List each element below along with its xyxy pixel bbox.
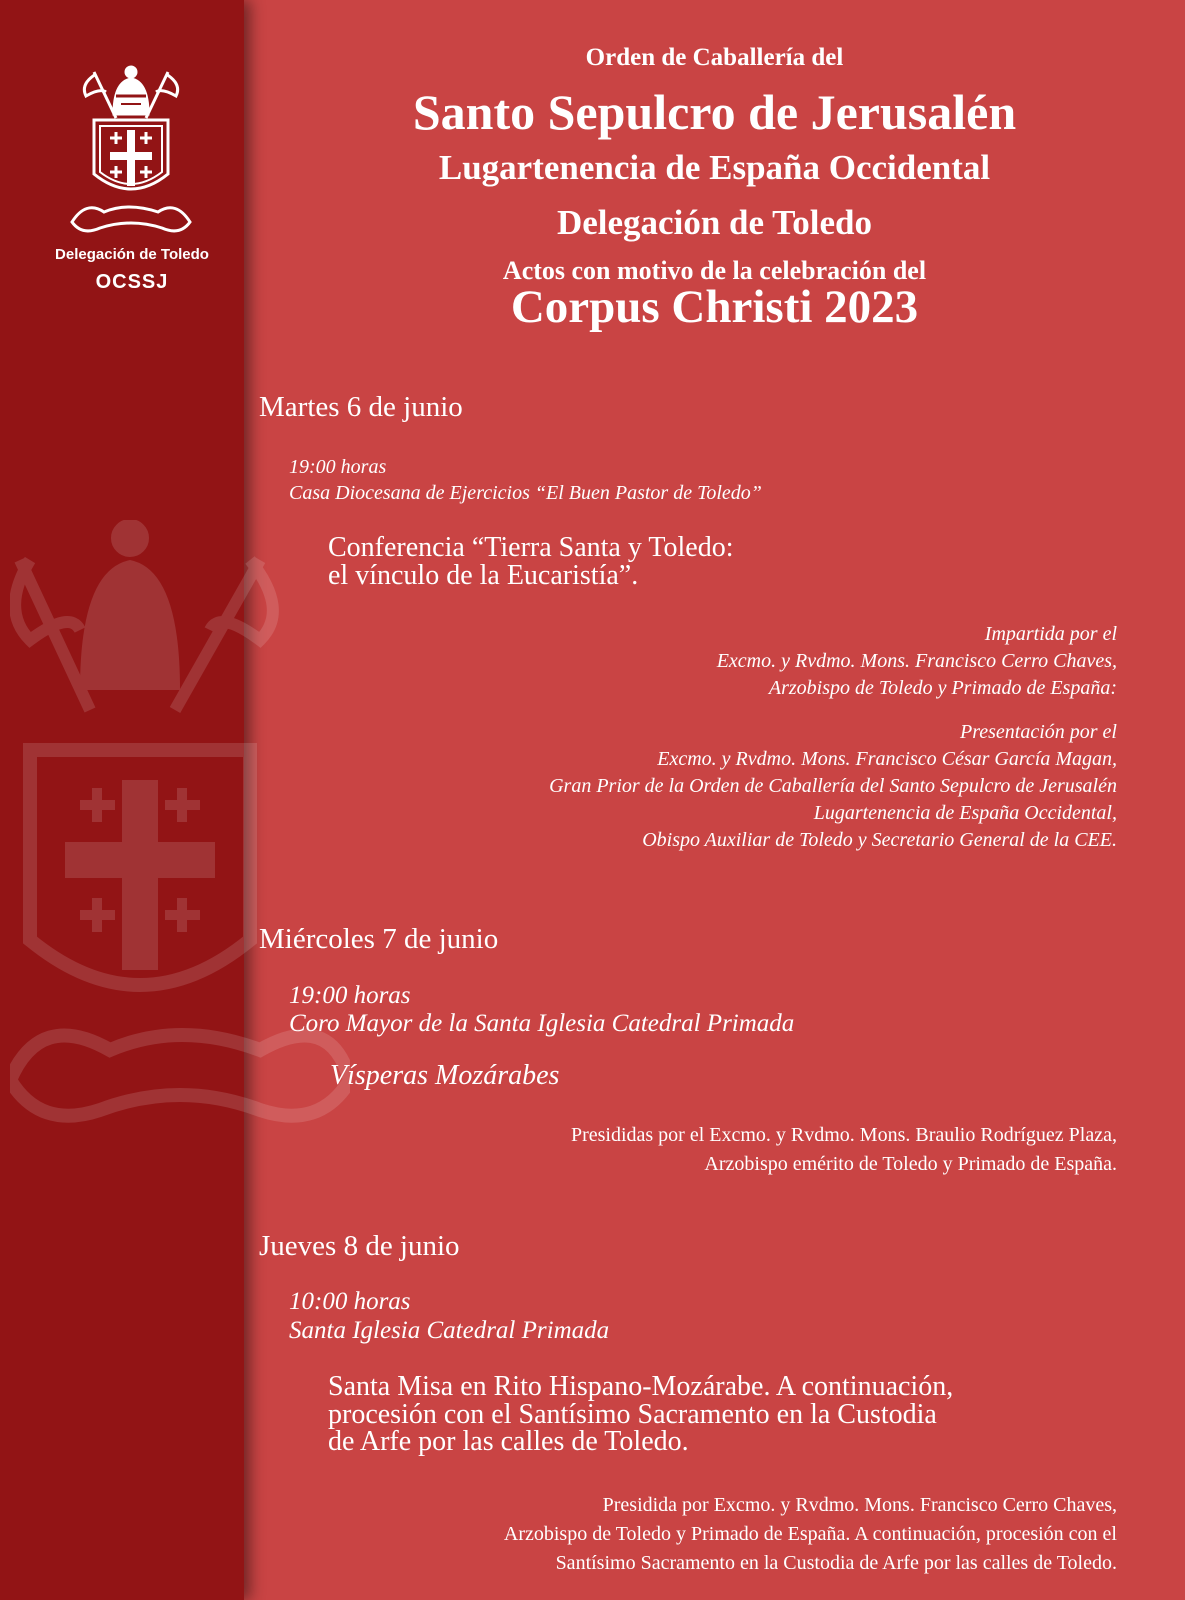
day-3-presided-line: Presidida por Excmo. y Rvdmo. Mons. Francisco Cerro Chaves, (602, 1494, 1117, 1516)
acronym-label: OCSSJ (95, 271, 169, 293)
day-3-presided-line: Santísimo Sacramento en la Custodia de Arfe por las calles de Toledo. (555, 1552, 1117, 1574)
day-3-date: Jueves 8 de junio (259, 1230, 460, 1262)
day-1-imparted-line: Arzobispo de Toledo y Primado de España: (768, 677, 1117, 699)
day-1-presented-line: Obispo Auxiliar de Toledo y Secretario General de la CEE. (642, 829, 1117, 851)
day-3-event-line: de Arfe por las calles de Toledo. (328, 1426, 689, 1458)
day-1-imparted-by (717, 621, 1117, 702)
day-1-presented-line: Gran Prior de la Orden de Caballería del Santo Sepulcro de Jerusalén (549, 775, 1117, 797)
day-1-event (328, 534, 733, 590)
header-event-title: Corpus Christi 2023 (510, 281, 919, 333)
day-1-imparted-line: Impartida por el (984, 623, 1117, 645)
day-3-time: 10:00 horas (289, 1288, 411, 1315)
day-1-presented-line: Lugartenencia de España Occidental, (813, 802, 1117, 824)
coat-of-arms-watermark-icon (10, 520, 350, 1140)
day-2-presided-by (571, 1121, 1117, 1179)
day-3-event-line: procesión con el Santísimo Sacramento en la Custodia (328, 1398, 937, 1430)
day-3-presided-by (504, 1491, 1117, 1578)
day-2-date: Miércoles 7 de junio (259, 923, 499, 955)
day-2-event: Vísperas Mozárabes (330, 1060, 560, 1091)
day-1-presented-by (549, 719, 1117, 854)
delegation-label: Delegación de Toledo (55, 246, 209, 263)
coat-of-arms-icon (66, 62, 196, 242)
day-1-presented-line: Presentación por el (959, 721, 1117, 743)
day-2-time: 19:00 horas (289, 982, 411, 1009)
header-title: Santo Sepulcro de Jerusalén (412, 84, 1017, 140)
day-2-presided-line: Arzobispo emérito de Toledo y Primado de España. (704, 1153, 1117, 1175)
day-1-imparted-line: Excmo. y Rvdmo. Mons. Francisco Cerro Chaves, (716, 650, 1117, 672)
day-1-date: Martes 6 de junio (259, 391, 463, 423)
header-line-1: Orden de Caballería del (585, 44, 844, 71)
header-line-5: Actos con motivo de la celebración del (502, 256, 927, 285)
header-line-4: Delegación de Toledo (556, 203, 873, 242)
day-2-place: Coro Mayor de la Santa Iglesia Catedral Primada (289, 1010, 795, 1037)
day-1-place: Casa Diocesana de Ejercicios “El Buen Pastor de Toledo” (289, 482, 762, 504)
day-3-event-line: Santa Misa en Rito Hispano-Mozárabe. A continuación, (328, 1371, 954, 1402)
day-3-event (328, 1373, 953, 1456)
day-2-presided-line: Presididas por el Excmo. y Rvdmo. Mons. Braulio Rodríguez Plaza, (570, 1124, 1117, 1146)
day-1-presented-line: Excmo. y Rvdmo. Mons. Francisco César García Magan, (657, 748, 1117, 770)
sidebar (0, 0, 244, 1600)
day-3-presided-line: Arzobispo de Toledo y Primado de España. A continuación, procesión con el (503, 1523, 1117, 1545)
day-1-event-line: Conferencia “Tierra Santa y Toledo: (328, 532, 734, 563)
day-1-event-line: el vínculo de la Eucaristía”. (328, 560, 639, 591)
header-line-3: Lugartenencia de España Occidental (438, 148, 991, 187)
day-3-place: Santa Iglesia Catedral Primada (289, 1317, 610, 1344)
day-1-time: 19:00 horas (289, 456, 387, 478)
